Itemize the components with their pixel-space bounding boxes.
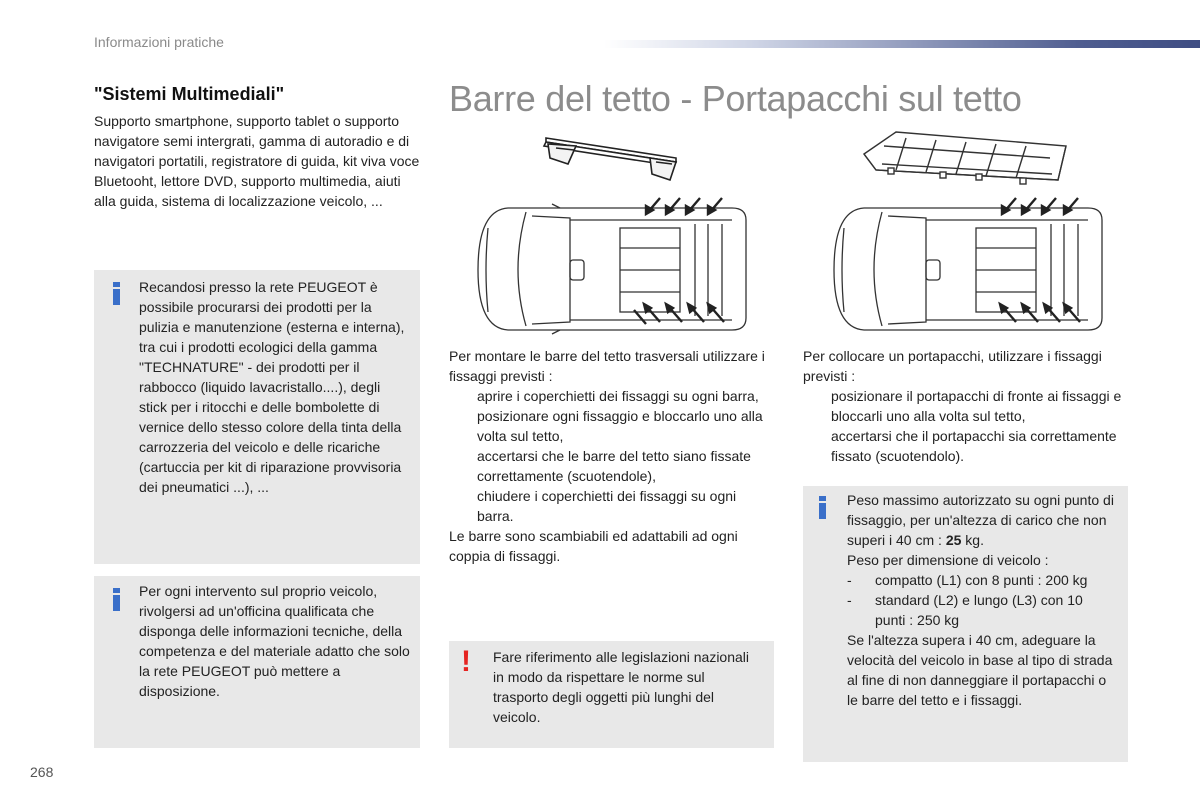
info-products-text: Recandosi presso la rete PEUGEOT è possibile procurarsi dei prodotti per la pulizia e manutenzione (esterna e interna), tra cui i prodotti ecologici della gamma "TECHNATURE" - dei prodotti per il rabbocco (liquido lavacristallo....), degli stick per i ritocchi e delle bombolette di vernice dello stesso colore della tinta della carrozzeria del veicolo e delle ricariche (cartuccia per kit di riparazione provvisoria dei pneumatici ...), ...: [139, 279, 405, 495]
info-service-text: Per ogni intervento sul proprio veicolo, rivolgersi ad un'officina qualificata che disponga delle informazioni tecniche, della competenza e del materiale adatto che solo la rete PEUGEOT può mettere a disposizione.: [139, 583, 410, 699]
list-item: accertarsi che le barre del tetto siano fissate correttamente (scuotendole),: [477, 448, 751, 484]
info-box-service: [94, 576, 420, 748]
max-weight-value: 25: [945, 532, 962, 548]
list-item: aprire i coperchietti dei fissaggi su ogni barra,: [477, 388, 759, 404]
info-icon: [113, 282, 120, 305]
weight-by-size-list: [847, 570, 1117, 630]
van-top-view: [834, 208, 1102, 330]
warning-box-legislation: [449, 641, 774, 748]
page-title: Barre del tetto - Portapacchi sul tetto: [449, 78, 1022, 119]
dash-icon: -: [847, 572, 852, 588]
warning-icon: !: [461, 645, 471, 678]
info-icon: [819, 496, 826, 519]
max-weight-line: Peso massimo autorizzato su ogni punto di fissaggio, per un'altezza di carico che non superi i 40 cm : 25 kg.: [847, 492, 1114, 548]
header-gradient-bar: [604, 40, 1200, 48]
height-advice: Se l'altezza supera i 40 cm, adeguare la velocità del veicolo in base al tipo di strada al fine di non danneggiare il portapacchi o le barre del tetto e i fissaggi.: [847, 632, 1113, 708]
info-box-weight: [803, 486, 1128, 762]
info-icon: [113, 588, 120, 611]
roof-rack-illustration: [826, 124, 1116, 340]
roof-rack-instructions: [803, 346, 1133, 466]
info-weight-text: [847, 490, 1117, 710]
van-top-view: [478, 204, 746, 334]
roof-rack-steps: [803, 386, 1133, 466]
list-item: - standard (L2) e lungo (L3) con 10 punti : 250 kg: [847, 592, 1083, 628]
roof-bars-outro: Le barre sono scambiabili ed adattabili ad ogni coppia di fissaggi.: [449, 528, 738, 564]
roof-bars-intro: Per montare le barre del tetto trasversali utilizzare i fissaggi previsti :: [449, 348, 765, 384]
roof-bars-illustration: [470, 128, 760, 340]
list-item: accertarsi che il portapacchi sia correttamente fissato (scuotendolo).: [831, 428, 1117, 464]
list-item: posizionare ogni fissaggio e bloccarlo uno alla volta sul tetto,: [477, 408, 763, 444]
page-number: 268: [30, 764, 54, 780]
roof-rack-intro: Per collocare un portapacchi, utilizzare i fissaggi previsti :: [803, 348, 1102, 384]
weight-by-size-label: Peso per dimensione di veicolo :: [847, 552, 1049, 568]
dash-icon: -: [847, 592, 852, 608]
roof-bars-instructions: [449, 346, 774, 566]
roof-rack-drawing: [864, 132, 1066, 184]
multimedia-intro: Supporto smartphone, supporto tablet o supporto navigatore semi intergrati, gamma di autoradio e di navigatori portatili, registratore di guida, kit viva voce Bluetooht, lettore DVD, supporto multimedia, aiuti alla guida, sistema di localizzazione veicolo, ...: [94, 113, 420, 209]
warning-text: Fare riferimento alle legislazioni nazionali in modo da rispettare le norme sul trasporto degli oggetti più lunghi del veicolo.: [493, 649, 750, 725]
section-heading: "Sistemi Multimediali": [94, 84, 285, 104]
list-item: - compatto (L1) con 8 punti : 200 kg: [847, 572, 1088, 588]
running-header: Informazioni pratiche: [94, 34, 224, 50]
roof-bars-steps: [449, 386, 774, 526]
list-item: chiudere i coperchietti dei fissaggi su ogni barra.: [477, 488, 737, 524]
info-box-products: [94, 270, 420, 564]
list-item: posizionare il portapacchi di fronte ai fissaggi e bloccarli uno alla volta sul tetto,: [831, 388, 1122, 424]
crossbar-drawing: [544, 138, 676, 180]
